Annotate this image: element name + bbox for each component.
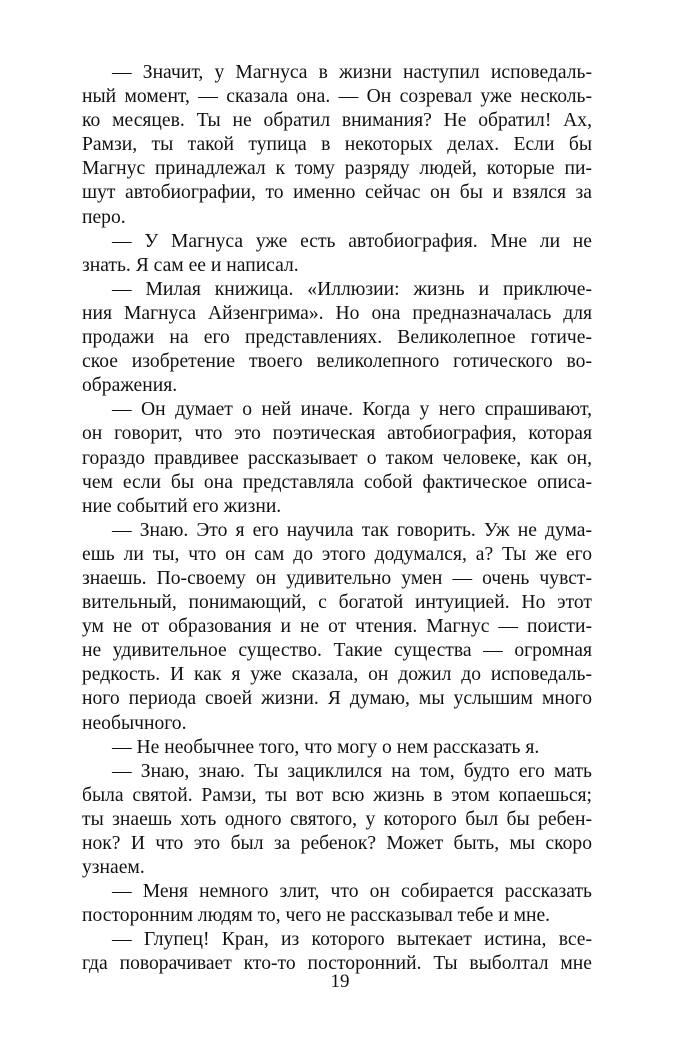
text-line: продажи на его представлениях. Великолепное готиче- <box>82 327 592 349</box>
text-line: перо. <box>82 206 126 228</box>
text-line: посторонним людям то, чего не рассказывал тебе и мне. <box>82 905 551 927</box>
text-line: вительный, понимающий, с богатой интуицией. Но этот <box>82 592 592 614</box>
text-line: — Меня немного злит, что он собирается рассказать <box>112 881 592 903</box>
text-line: узнаем. <box>82 857 145 879</box>
text-line: — Знаю, знаю. Ты зациклился на том, будто его мать <box>112 760 592 782</box>
text-line: — Не необычнее того, что могу о нем рассказать я. <box>112 736 540 758</box>
text-line: — Милая книжица. «Иллюзии: жизнь и приключе- <box>112 278 592 300</box>
page-number: 19 <box>330 971 350 992</box>
text-line: чем если бы она представляла собой фактическое описа- <box>82 471 592 493</box>
text-line: — Знаю. Это я его научила так говорить. Уж не дума- <box>112 519 592 541</box>
text-line: ко месяцев. Ты не обратил внимания? Не обратил! Ах, <box>82 110 592 132</box>
text-line: редкость. И как я уже сказала, он дожил до исповедаль- <box>82 664 592 686</box>
text-line: — У Магнуса уже есть автобиография. Мне ли не <box>112 230 592 252</box>
text-line: нок? И что это был за ребенок? Может быть, мы скоро <box>82 833 592 854</box>
text-line: — Глупец! Кран, из которого вытекает истина, все- <box>112 929 592 951</box>
text-line: он говорит, что это поэтическая автобиография, которая <box>82 423 592 445</box>
text-line: ум не от образования и не от чтения. Магнус — поисти- <box>82 616 592 638</box>
text-line: знаешь. По-своему он удивительно умен — очень чувст- <box>82 567 592 589</box>
text-line: гда поворачивает кто-то посторонний. Ты выболтал мне <box>82 953 592 975</box>
text-line: ское изобретение твоего великолепного готического во- <box>82 351 592 373</box>
text-line: ный момент, — сказала она. — Он созревал уже несколь- <box>82 86 592 108</box>
body-text <box>82 61 592 977</box>
text-line: Рамзи, ты такой тупица в некоторых делах. Если бы <box>82 134 592 156</box>
text-line: гораздо правдивее рассказывает о таком человеке, как он, <box>82 447 592 469</box>
text-line: — Значит, у Магнуса в жизни наступил исповедаль- <box>112 62 592 83</box>
text-line: ешь ли ты, что он сам до этого додумался, а? Ты же его <box>82 543 592 565</box>
text-line: ты знаешь хоть одного святого, у которого был бы ребен- <box>82 808 592 830</box>
text-line: Магнус принадлежал к тому разряду людей, которые пи- <box>82 158 592 180</box>
text-line: была святой. Рамзи, ты вот всю жизнь в этом копаешься; <box>82 784 592 806</box>
text-line: ния Магнуса Айзенгрима». Но она предназначалась для <box>82 302 592 324</box>
text-line: — Он думает о ней иначе. Когда у него спрашивают, <box>112 399 592 421</box>
text-line: шут автобиографии, то именно сейчас он бы и взялся за <box>82 182 592 204</box>
text-line: не удивительное существо. Такие существа — огромная <box>82 640 592 662</box>
text-line: ображения. <box>82 375 178 397</box>
text-line: необычного. <box>82 712 187 734</box>
text-line: ние событий его жизни. <box>82 495 282 517</box>
text-line: ного периода своей жизни. Я думаю, мы услышим много <box>82 688 592 710</box>
text-line: знать. Я сам ее и написал. <box>82 254 299 276</box>
